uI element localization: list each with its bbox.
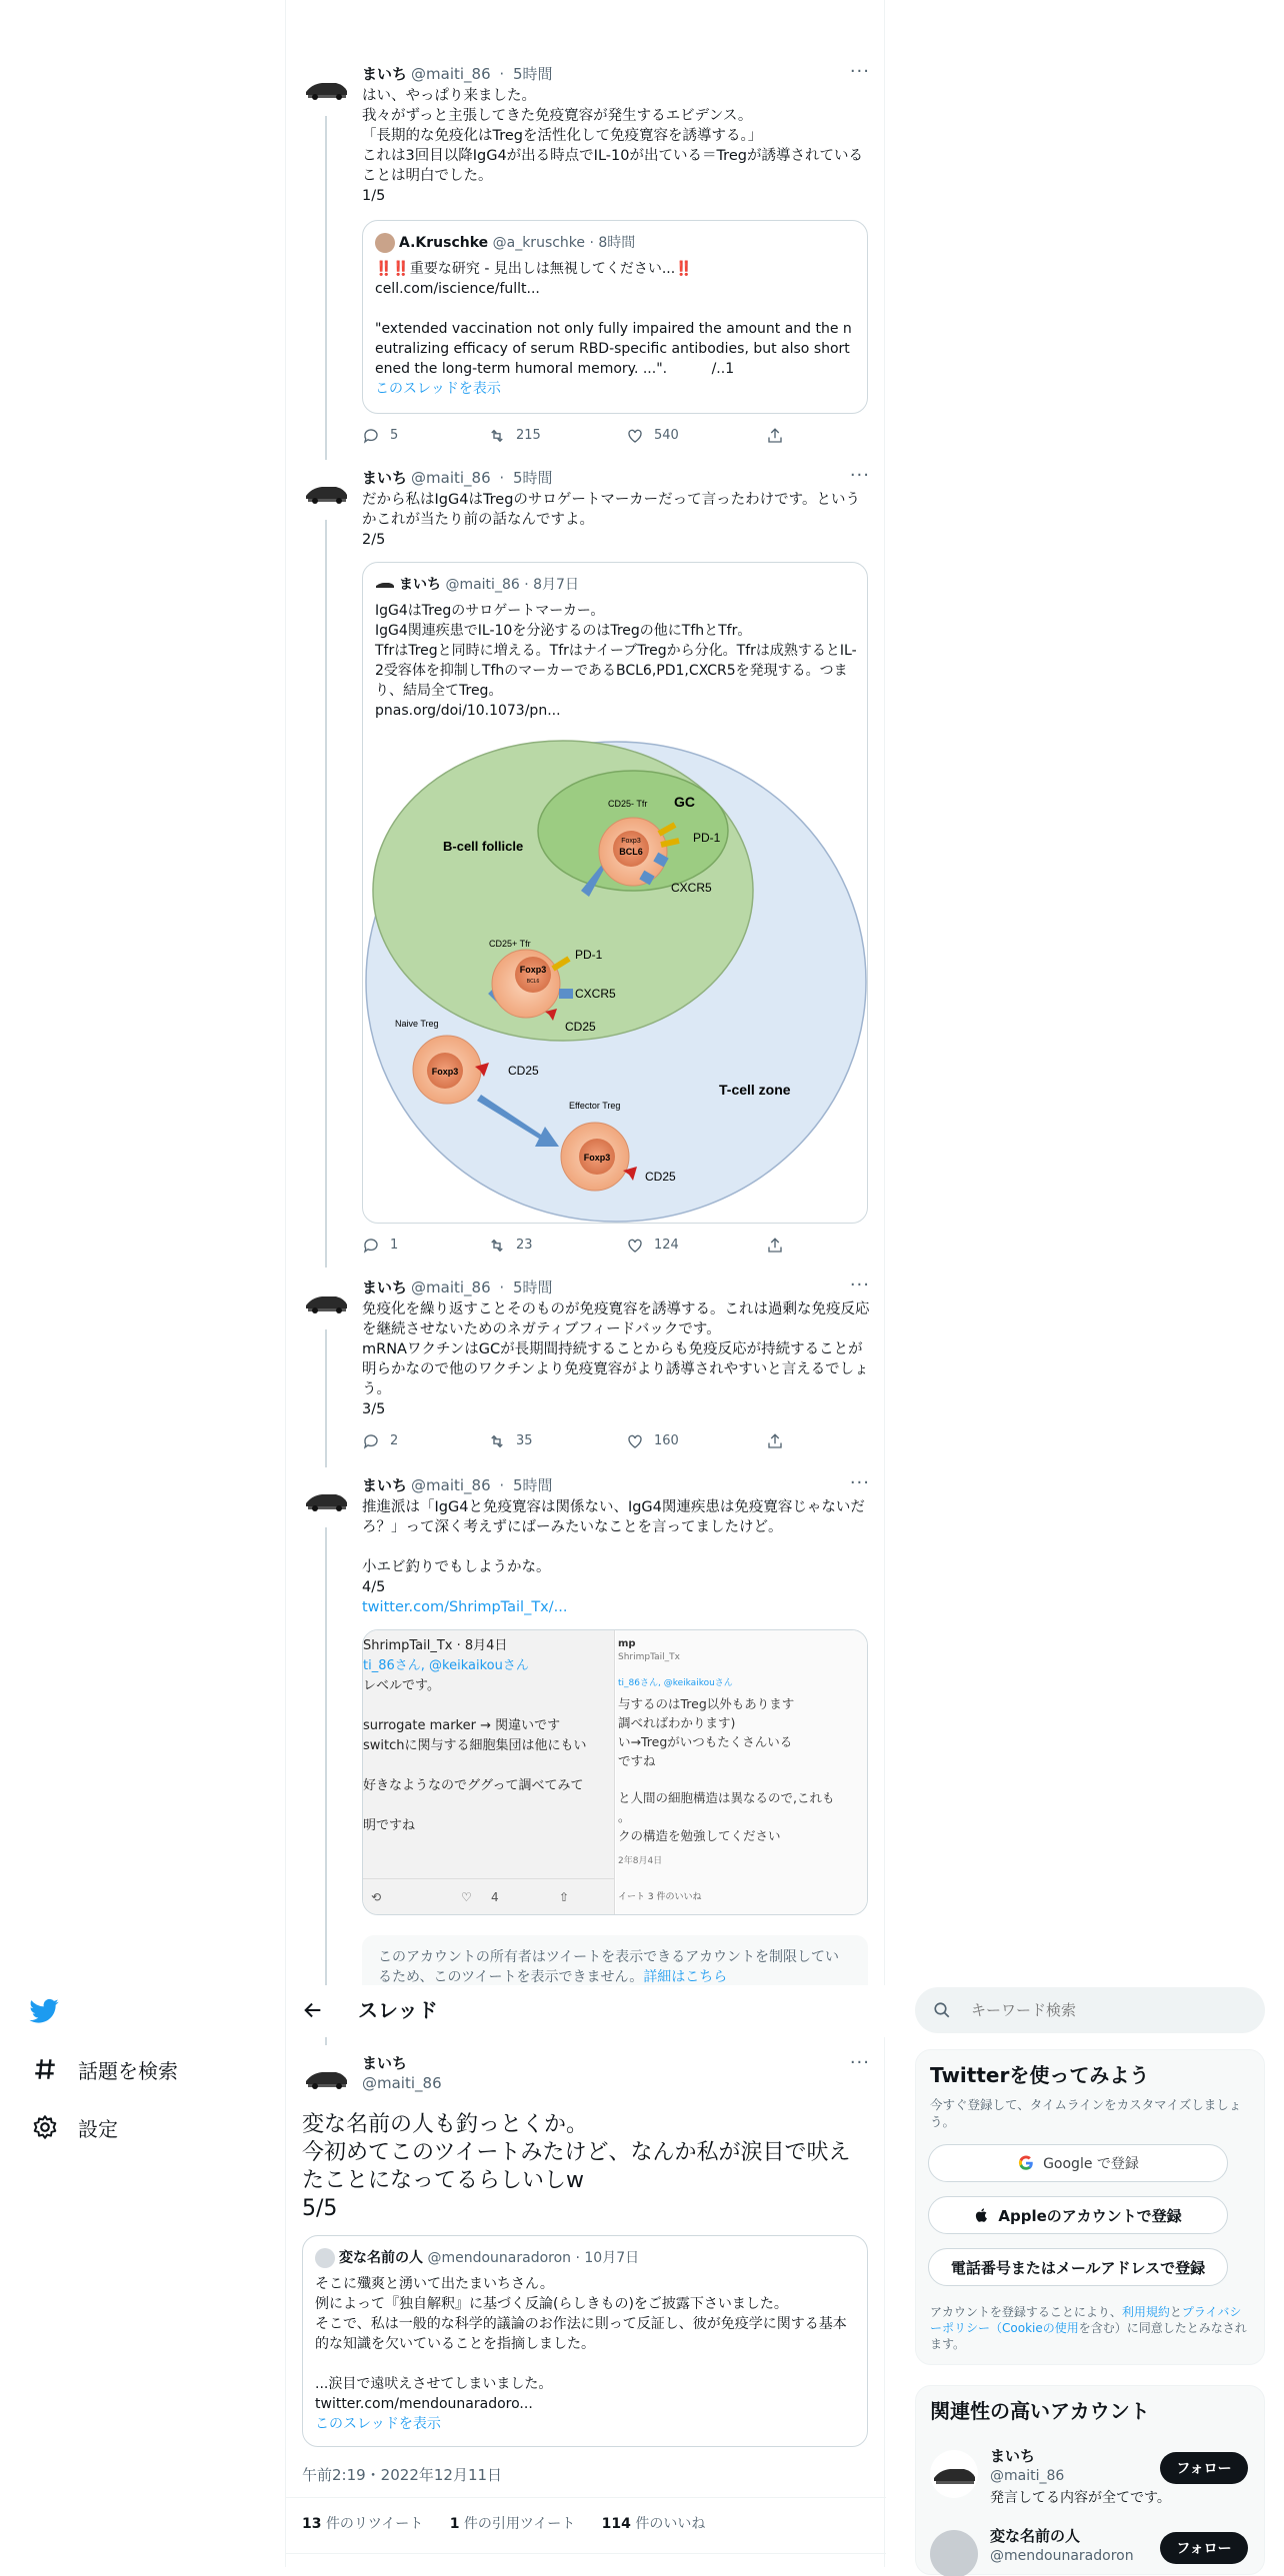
svg-text:PD-1: PD-1: [575, 948, 603, 962]
thread-tweet-1[interactable]: [286, 61, 886, 460]
focused-tweet: [286, 2045, 886, 2567]
like-stat[interactable]: 114 件のいいね: [601, 2516, 706, 2532]
thread-tweet-4[interactable]: [286, 1472, 886, 1985]
account-name: まいち: [990, 2447, 1036, 2465]
avatar[interactable]: [302, 1278, 350, 1325]
retweet-icon: [488, 427, 506, 445]
thread-connector: [325, 520, 327, 1268]
screenshot-left-panel: ShrimpTail_Tx · 8月4日 ti_86さん, @keikaikouさん レベルです。 surrogate marker → 関違いです switchに関与する細胞集団は他にもい 好きなようなのでググって調べてみて 明ですね ⟲ ♡ 4 ⇧: [363, 1630, 615, 1915]
share-button[interactable]: [766, 426, 784, 446]
reply-count: 1: [390, 1238, 399, 1253]
svg-text:CD25- Tfr: CD25- Tfr: [608, 799, 648, 809]
tweet-actions: [362, 426, 782, 446]
tweet-actions: [362, 1431, 782, 1451]
reply-icon: [362, 1432, 380, 1450]
tweet-actions: [362, 1236, 782, 1256]
quote-avatar: [375, 233, 395, 253]
svg-text:Naive Treg: Naive Treg: [395, 1019, 439, 1029]
quote-text: IgG4はTregのサロゲートマーカー。 IgG4関連疾患でIL-10を分泌するのはTregの他にTfhとTfr。 TfrはTregと同時に増える。TfrはナイーブTregから分化。Tfrは成熟するとIL-2受容体を抑制しTfhのマーカーであるBCL6,PD1,CXCR5を発現する。つまり、結局全てTreg。 pnas.org/doi/10.1073/pn...: [375, 603, 857, 719]
quoted-tweet[interactable]: [362, 220, 868, 414]
car-avatar-icon: [302, 64, 350, 112]
thread-tweet-2[interactable]: [286, 465, 886, 1268]
quote-header: 変な名前の人 @mendounaradoron · 10月7日: [315, 2248, 639, 2268]
avatar[interactable]: [302, 1475, 350, 1523]
author-handle[interactable]: @maiti_86: [411, 1476, 491, 1494]
svg-text:CD25: CD25: [645, 1170, 676, 1184]
car-avatar-icon: [302, 1278, 350, 1325]
quote-avatar: [315, 2248, 335, 2268]
phone-email-signup-label: 電話番号またはメールアドレスで登録: [950, 2258, 1206, 2277]
heart-icon: [626, 427, 644, 445]
related-title: 関連性の高いアカウント: [930, 2399, 1150, 2423]
account-name: 変な名前の人: [990, 2527, 1081, 2545]
tweet-header: まいち @maiti_86 · 5時間: [362, 65, 553, 83]
tweet-time[interactable]: 5時間: [512, 1279, 553, 1296]
retweet-count: 215: [516, 428, 541, 443]
page-title: スレッド: [358, 1998, 438, 2022]
tweet-timestamp[interactable]: 午前2:19・2022年12月11日: [302, 2466, 503, 2484]
quote-text-line1: ‼️‼️重要な研究 - 見出しは無視してください...‼️: [375, 261, 693, 277]
heart-icon: ♡: [461, 1890, 472, 1904]
svg-text:Foxp3: Foxp3: [583, 1153, 611, 1163]
quote-tweet-stat[interactable]: 1 件の引用ツイート: [449, 2516, 576, 2532]
nav-settings[interactable]: [32, 2111, 118, 2143]
related-account[interactable]: [916, 2522, 1264, 2576]
share-icon: [766, 427, 784, 445]
share-icon: ⇧: [559, 1890, 570, 1904]
share-icon: [766, 1237, 784, 1255]
author-name[interactable]: まいち: [362, 2054, 408, 2072]
svg-text:Effector Treg: Effector Treg: [569, 1101, 621, 1111]
phone-email-signup-button[interactable]: [928, 2248, 1228, 2286]
related-account[interactable]: [916, 2442, 1264, 2510]
svg-text:CXCR5: CXCR5: [671, 881, 712, 895]
twitter-bird-icon: [28, 1995, 60, 2027]
author-name[interactable]: まいち: [362, 469, 408, 487]
svg-text:CXCR5: CXCR5: [575, 987, 616, 1001]
main-column: [285, 0, 885, 2567]
share-icon: [766, 1432, 784, 1450]
avatar[interactable]: [302, 64, 350, 112]
thread-connector: [325, 116, 327, 460]
restricted-notice: このアカウントの所有者はツイートを表示できるアカウントを制限しているため、このツイートを表示できません。詳細はこちら: [362, 1935, 868, 1985]
tweet-time[interactable]: 5時間: [512, 469, 553, 487]
tweet-text: はい、やっぱり来ました。 我々がずっと主張してきた免疫寛容が発生するエビデンス。 「長期的な免疫化はTregを活性化して免疫寛容を誘導する。」 これは3回目以降IgG4が出る時点でIL-10が出ている＝Tregが誘導されていることは明白でした。 1/5: [362, 88, 863, 204]
terms-link[interactable]: 利用規約: [1121, 2305, 1170, 2319]
car-avatar-icon: [930, 2450, 978, 2498]
svg-text:CD25+ Tfr: CD25+ Tfr: [489, 939, 531, 949]
tweet-text: 推進派は「IgG4と免疫寛容は関係ない、IgG4関連疾患は免疫寛容じゃないだろ？」って深く考えずにばーみたいなことを言ってましたけど。 小エビ釣りでもしようかな。 4/5: [362, 1499, 865, 1595]
apple-signup-label: Appleのアカウントで登録: [998, 2206, 1182, 2225]
nav-explore[interactable]: [32, 2053, 178, 2085]
nav-explore-label: 話題を検索: [78, 2058, 178, 2083]
author-name[interactable]: まいち: [362, 65, 408, 83]
more-options-icon[interactable]: ···: [849, 1472, 870, 1493]
search-icon: [933, 2001, 951, 2019]
account-bio: 発言してる内容が全てです。: [990, 2490, 1171, 2506]
share-button[interactable]: [766, 1236, 784, 1256]
thread-connector: [325, 1329, 327, 1467]
author-handle[interactable]: @maiti_86: [362, 2074, 442, 2092]
quote-time: 10月7日: [584, 2250, 640, 2266]
quoted-tweet[interactable]: [362, 562, 868, 1224]
svg-text:BCL6: BCL6: [526, 979, 540, 985]
tweet-stats: [302, 2513, 705, 2535]
follow-button[interactable]: フォロー: [1160, 2452, 1248, 2484]
tweet-text: だから私はIgG4はTregのサロゲートマーカーだって言ったわけです。というかこれが当たり前の話なんですよ。 2/5: [362, 492, 860, 548]
like-button[interactable]: [626, 1236, 679, 1256]
heart-icon: [626, 1237, 644, 1255]
signup-subtitle: 今すぐ登録して、タイムラインをカスタマイズしましょう。: [930, 2097, 1242, 2129]
svg-text:Foxp3: Foxp3: [621, 838, 641, 845]
svg-text:CD25: CD25: [508, 1064, 539, 1078]
back-arrow-icon[interactable]: [302, 1999, 324, 2021]
quote-text: そこに殲爽と湧いて出たまいちさん。 例によって『独自解釈』に基づく反論(らしきもの)をご披露下さいました。 そこで、私は一般的な科学的議論のお作法に則って反証し、彼が免疫学に関する基本的な知識を欠いていることを指摘しました。 ...涙目で遠吠えさせてしまいました。: [315, 2276, 847, 2392]
tweet-text: 変な名前の人も釣っとくか。 今初めてこのツイートみたけど、なんか私が涙目で吠えたことになってるらしいしw 5/5: [302, 2112, 851, 2221]
learn-more-link[interactable]: 詳細はこちら: [643, 1969, 728, 1985]
quote-url: cell.com/iscience/fullt...: [375, 281, 540, 297]
signup-title: Twitterを使ってみよう: [930, 2063, 1150, 2087]
search-box[interactable]: [915, 1987, 1265, 2033]
svg-text:T-cell zone: T-cell zone: [719, 1082, 791, 1098]
reply-button[interactable]: [362, 1431, 398, 1451]
screenshot-left-actions: ⟲ ♡ 4 ⇧: [363, 1878, 615, 1915]
google-icon: [1017, 2154, 1035, 2172]
show-thread-link[interactable]: このスレッドを表示: [315, 2416, 441, 2432]
quote-time: 8月7日: [533, 577, 579, 593]
car-avatar-icon: [302, 2053, 350, 2101]
svg-text:PD-1: PD-1: [693, 831, 721, 845]
retweet-button[interactable]: [488, 426, 541, 446]
reply-count: 5: [390, 428, 399, 443]
search-input[interactable]: [971, 1998, 1241, 2022]
apple-icon: [974, 2206, 990, 2224]
like-count: 160: [654, 1433, 679, 1448]
related-accounts-card: [915, 2385, 1265, 2575]
gear-icon: [32, 2114, 58, 2140]
quote-text: "extended vaccination not only fully impaired the amount and the neutralizing efficacy of serum RBD-specific antibodies, but also shortened the long-term humoral memory. ...". /..1: [375, 321, 852, 377]
svg-text:CD25: CD25: [565, 1020, 596, 1034]
author-handle[interactable]: @maiti_86: [411, 1279, 491, 1296]
divider: [286, 2497, 886, 2498]
google-signup-button[interactable]: [928, 2144, 1228, 2182]
car-avatar-icon: [302, 468, 350, 516]
quote-author-name: まいち: [399, 577, 441, 593]
svg-text:B-cell follicle: B-cell follicle: [443, 839, 524, 854]
retweet-icon: [488, 1432, 506, 1450]
quote-author-handle: @a_kruschke: [492, 235, 586, 251]
like-button[interactable]: [626, 1431, 679, 1451]
svg-text:BCL6: BCL6: [619, 847, 643, 857]
apple-signup-button[interactable]: [928, 2196, 1228, 2234]
attached-screenshot[interactable]: [362, 1629, 868, 1915]
more-options-icon[interactable]: ···: [849, 61, 870, 82]
reply-icon: [362, 427, 380, 445]
more-options-icon[interactable]: ···: [849, 2052, 870, 2073]
like-button[interactable]: [626, 426, 679, 446]
tweet-header: まいち @maiti_86 · 5時間: [362, 1279, 553, 1296]
quote-time: 8時間: [598, 235, 636, 251]
thread-connector: [325, 2037, 327, 2045]
heart-icon: [626, 1432, 644, 1450]
follow-button[interactable]: フォロー: [1160, 2532, 1248, 2564]
car-avatar-icon: [302, 1475, 350, 1523]
quote-url: twitter.com/mendounaradoro...: [315, 2396, 533, 2412]
quote-avatar: [375, 575, 395, 595]
retweet-icon: ⟲: [371, 1890, 382, 1904]
share-button[interactable]: [766, 1431, 784, 1451]
privacy-link[interactable]: プライバシーポリシー（Cookieの使用: [930, 2305, 1242, 2335]
tweet-text: 免疫化を繰り返すことそのものが免疫寛容を誘導する。これは過剰な免疫反応を継続させないためのネガティブフィードバックです。 mRNAワクチンはGCが長期間持続することからも免疫反応が持続することが明らかなので他のワクチンより免疫寛容がより誘導されやすいと言えるでしょう。 3/5: [362, 1301, 870, 1417]
quote-header: A.Kruschke @a_kruschke · 8時間: [375, 233, 635, 253]
avatar[interactable]: [302, 2053, 350, 2101]
like-count: 124: [654, 1238, 679, 1253]
show-thread-link[interactable]: このスレッドを表示: [375, 381, 501, 397]
screenshot-right-panel: mp ShrimpTail_Tx ti_86さん, @keikaikouさん 与するのはTreg以外もあります 調べればわかります) い→Tregがいつもたくさんいる ですね と人間の細胞構造は異なるので,これも 。 クの構造を勉強してください 2年8月4日 イート 3 件のいいね: [616, 1630, 868, 1915]
avatar: [930, 2450, 978, 2498]
quote-author-handle: @mendounaradoron: [427, 2250, 572, 2266]
thread-tweet-3[interactable]: [286, 1275, 886, 1467]
tweet-link[interactable]: twitter.com/ShrimpTail_Tx/...: [362, 1599, 568, 1615]
retweet-count: 23: [516, 1238, 533, 1253]
retweet-button[interactable]: [488, 1236, 533, 1256]
twitter-logo[interactable]: [28, 1995, 68, 2035]
svg-text:Foxp3: Foxp3: [431, 1067, 459, 1077]
thread-connector: [325, 1527, 327, 1985]
reply-button[interactable]: [362, 426, 398, 446]
like-count: 540: [654, 428, 679, 443]
author-handle[interactable]: @maiti_86: [411, 65, 491, 83]
author-handle[interactable]: @maiti_86: [411, 469, 491, 487]
retweet-button[interactable]: [488, 1431, 533, 1451]
quoted-tweet[interactable]: [302, 2235, 868, 2447]
avatar[interactable]: [302, 468, 350, 516]
more-options-icon[interactable]: ···: [849, 465, 870, 486]
treg-diagram: [363, 739, 868, 1224]
author-name[interactable]: まいち: [362, 1476, 408, 1494]
more-options-icon[interactable]: ···: [849, 1275, 870, 1295]
quote-author-name: 変な名前の人: [339, 2250, 423, 2266]
quote-author-name: A.Kruschke: [399, 235, 489, 251]
account-handle: @maiti_86: [990, 2468, 1065, 2484]
tweet-time[interactable]: 5時間: [512, 1476, 553, 1494]
avatar: [930, 2530, 978, 2576]
retweet-count: 35: [516, 1433, 533, 1448]
reply-icon: [362, 1237, 380, 1255]
nav-settings-label: 設定: [78, 2116, 118, 2141]
google-signup-label: Google で登録: [1043, 2156, 1139, 2172]
signup-card: [915, 2049, 1265, 2365]
svg-text:Foxp3: Foxp3: [519, 965, 547, 975]
double-exclamation-icon: ‼️‼️: [375, 261, 410, 277]
tweet-header: まいち @maiti_86 · 5時間: [362, 1476, 553, 1494]
divider: [286, 2553, 886, 2554]
retweet-icon: [488, 1237, 506, 1255]
tweet-header: まいち @maiti_86 · 5時間: [362, 469, 553, 487]
thread-header: [286, 1985, 886, 2037]
account-handle: @mendounaradoron: [990, 2548, 1134, 2564]
exclamation-icon: ‼️: [675, 261, 693, 277]
author-name[interactable]: まいち: [362, 1279, 408, 1296]
hashtag-icon: [32, 2056, 58, 2082]
reply-button[interactable]: [362, 1236, 398, 1256]
quote-author-handle: @maiti_86: [445, 577, 520, 593]
tweet-time[interactable]: 5時間: [512, 65, 553, 83]
svg-text:GC: GC: [674, 794, 695, 810]
quote-header: まいち @maiti_86 · 8月7日: [375, 575, 579, 595]
retweet-stat[interactable]: 13 件のリツイート: [302, 2516, 424, 2532]
terms-text: アカウントを登録することにより、利用規約とプライバシーポリシー（Cookieの使用を含む）に同意したとみなされます。: [930, 2305, 1247, 2351]
reply-count: 2: [390, 1433, 399, 1448]
